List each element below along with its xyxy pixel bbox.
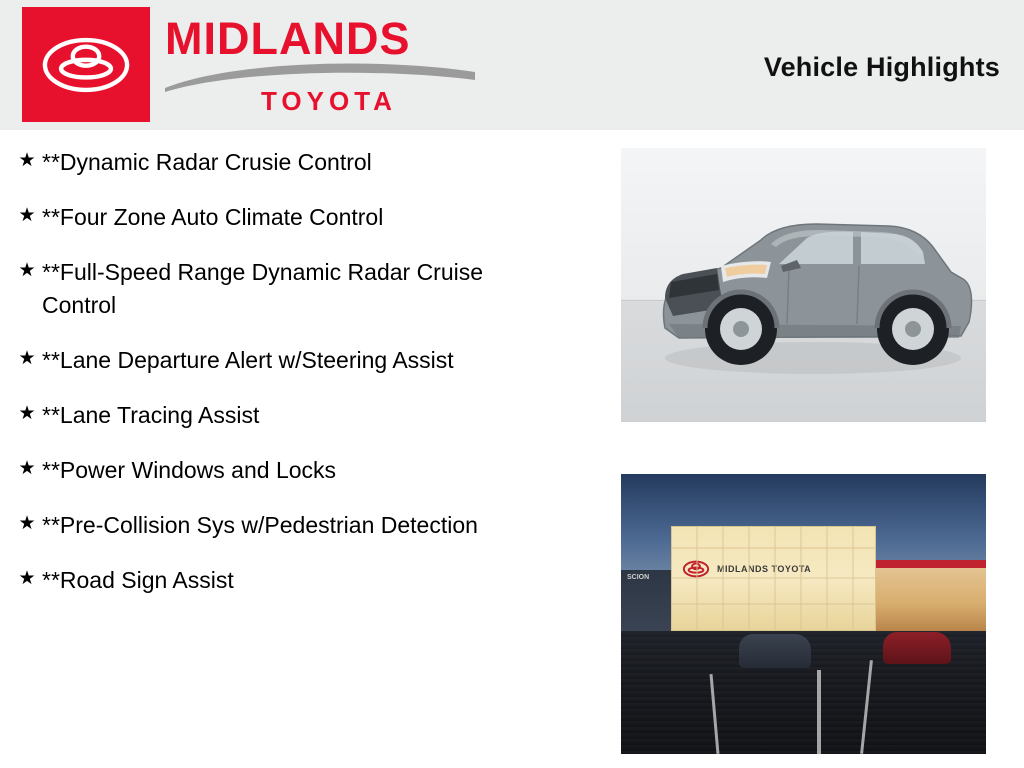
list-item-label: **Full-Speed Range Dynamic Radar Cruise Control (42, 259, 484, 318)
star-icon: ★ (18, 348, 36, 369)
page-header (0, 0, 1024, 130)
star-icon: ★ (18, 205, 36, 226)
suv-illustration (621, 148, 986, 422)
list-item-label: **Power Windows and Locks (42, 457, 337, 483)
lot-stripe (817, 670, 821, 754)
parked-vehicle-dark (739, 634, 811, 668)
list-item (0, 509, 600, 542)
dealership-red-band (876, 560, 986, 568)
list-item (0, 399, 600, 432)
list-item-label: **Dynamic Radar Crusie Control (42, 149, 372, 175)
list-item (0, 454, 600, 487)
star-icon: ★ (18, 403, 36, 424)
toyota-oval-icon (42, 35, 130, 95)
list-item (0, 256, 600, 322)
star-icon: ★ (18, 150, 36, 171)
list-item-label: **Pre-Collision Sys w/Pedestrian Detection (42, 512, 478, 538)
secondary-sign-text: SCION (627, 574, 650, 581)
dealership-photo (621, 474, 986, 754)
list-item (0, 344, 600, 377)
showroom-glass-grid (671, 526, 876, 631)
parked-vehicle-red (883, 632, 951, 664)
list-item-label: **Lane Departure Alert w/Steering Assist (42, 347, 454, 373)
list-item-label: **Road Sign Assist (42, 567, 234, 593)
vehicle-photo (621, 148, 986, 422)
star-icon: ★ (18, 513, 36, 534)
star-icon: ★ (18, 260, 36, 281)
star-icon: ★ (18, 458, 36, 479)
list-item (0, 146, 600, 179)
star-icon: ★ (18, 568, 36, 589)
list-item (0, 564, 600, 597)
list-item-label: **Lane Tracing Assist (42, 402, 260, 428)
dealer-sub-text: TOYOTA (261, 86, 397, 116)
page-title: Vehicle Highlights (763, 52, 1000, 82)
dealership-right-wing (876, 560, 986, 632)
vehicle-highlights-list (0, 146, 600, 619)
dealer-wordmark (165, 13, 485, 121)
dealer-name-text: MIDLANDS (165, 13, 411, 64)
list-item-label: **Four Zone Auto Climate Control (42, 204, 384, 230)
dealer-logo (0, 0, 500, 130)
toyota-logo-badge (22, 7, 150, 122)
list-item (0, 201, 600, 234)
page-content (0, 130, 1024, 768)
dealership-sign-text: MIDLANDS TOYOTA (717, 564, 812, 574)
